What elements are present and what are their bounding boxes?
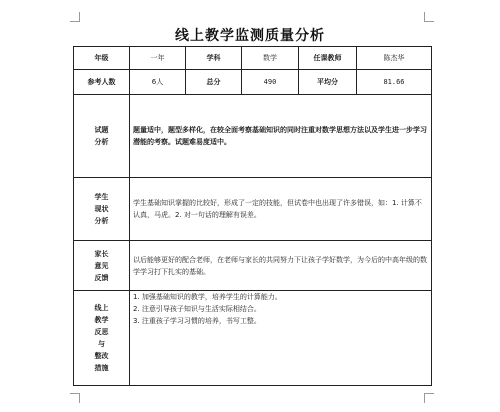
- label-line: 反馈: [94, 273, 109, 282]
- section-content: [130, 178, 432, 241]
- section-content: [130, 95, 432, 178]
- section-label: [74, 241, 130, 291]
- section-row-student-status: [74, 178, 432, 241]
- label-line: 现状: [94, 205, 109, 213]
- grade-label: 年级: [74, 47, 130, 70]
- section-row-reflection: [74, 291, 432, 386]
- page-title: 线上教学监测质量分析: [175, 28, 325, 44]
- label-line: 试题: [94, 126, 109, 134]
- content-line: 学生基础知识掌握的比较好，形成了一定的技能，但试卷中也出现了许多错误，如：1. 计算不认真，马虎。2. 对一句话的理解有误差。: [133, 199, 422, 219]
- content-line: 题量适中，题型多样化，在较全面考察基础知识的同时注重对数学思想方法以及学生进一步学习潜能的考察。试题难易度适中。: [133, 126, 427, 146]
- count-label: 参考人数: [74, 70, 130, 95]
- content-line: 2. 注意引导孩子知识与生活实际相结合。: [133, 305, 261, 313]
- section-row-parent-feedback: [74, 241, 432, 291]
- teacher-label: 任课教师: [299, 47, 357, 70]
- average-label: 平均分: [299, 70, 357, 95]
- count-value: 6人: [130, 70, 186, 95]
- label-line: 家长: [94, 249, 109, 258]
- total-label: 总分: [186, 70, 242, 95]
- content-line: 3. 注重孩子学习习惯的培养，书写工整。: [133, 317, 261, 325]
- section-label: [74, 95, 130, 178]
- label-line: 意见: [94, 261, 109, 270]
- section-row-exam-analysis: [74, 95, 432, 178]
- crop-mark-top-left: [70, 12, 80, 22]
- total-value: 490: [242, 70, 299, 95]
- info-row-grade: [74, 47, 432, 70]
- label-line: 线上: [94, 304, 109, 312]
- label-line: 与: [98, 340, 105, 348]
- label-line: 教学: [94, 316, 109, 324]
- subject-value: 数学: [242, 47, 299, 70]
- crop-mark-top-right: [424, 12, 434, 22]
- crop-mark-bottom-left: [70, 393, 80, 403]
- info-row-scores: [74, 70, 432, 95]
- section-content: [130, 291, 432, 386]
- content-line: 以后能够更好的配合老师，在老师与家长的共同努力下让孩子学好数学，为今后的中高年级的数学学习打下扎实的基础。: [133, 255, 427, 276]
- label-line: 措施: [94, 364, 109, 372]
- section-content: [130, 241, 432, 291]
- content-line: 1. 加强基础知识的教学，培养学生的计算能力。: [133, 293, 282, 301]
- label-line: 分析: [94, 138, 109, 146]
- subject-label: 学科: [186, 47, 242, 70]
- label-line: 学生: [94, 193, 109, 201]
- grade-value: 一年: [130, 47, 186, 70]
- section-label: [74, 291, 130, 386]
- crop-mark-bottom-right: [424, 393, 434, 403]
- label-line: 分析: [94, 217, 109, 225]
- analysis-table: [73, 46, 432, 386]
- label-line: 整改: [94, 352, 109, 360]
- label-line: 反思: [94, 328, 109, 336]
- average-value: 81.66: [357, 70, 432, 95]
- teacher-value: 陈杰华: [357, 47, 432, 70]
- section-label: [74, 178, 130, 241]
